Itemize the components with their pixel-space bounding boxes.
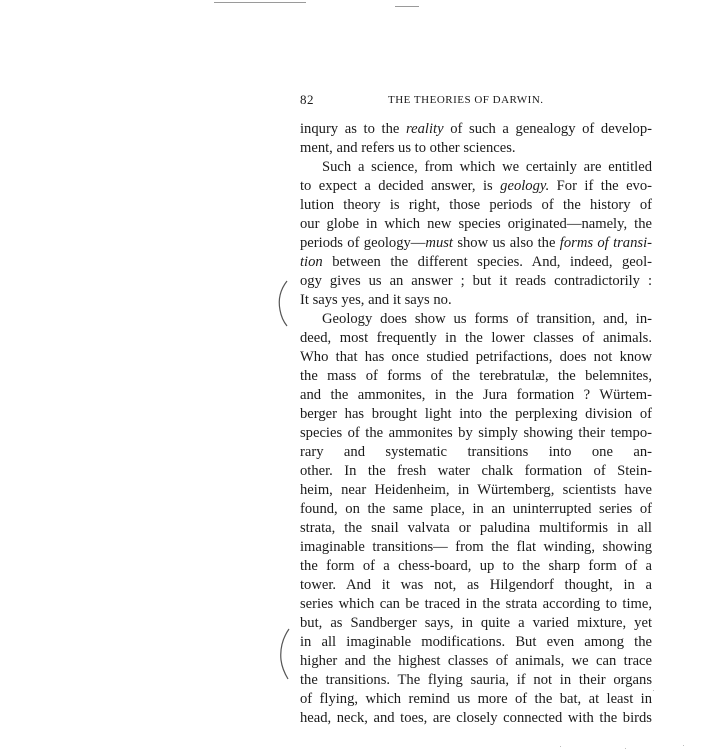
- text-line: [300, 538, 652, 557]
- text-run: to expect a decided answer, is: [300, 178, 501, 194]
- scan-speck: [560, 746, 561, 747]
- text-run: but, as Sandberger says, in quite a varied mixture, yet: [300, 615, 652, 631]
- text-line: [300, 367, 652, 386]
- scan-top-rule-left: [214, 2, 306, 3]
- scan-top-rule-right: [395, 6, 419, 7]
- text-line: [300, 120, 652, 139]
- scan-speck: [653, 690, 654, 691]
- text-run: lution theory is right, those periods of the history of: [300, 197, 652, 213]
- scan-speck: [625, 748, 626, 749]
- text-run: deed, most frequently in the lower classes of animals.: [300, 330, 652, 346]
- text-run: Who that has once studied petrifactions, does not know: [300, 349, 652, 365]
- text-run: of flying, which remind us more of the bat, at least in: [300, 691, 652, 707]
- text-run: higher and the highest classes of animals, we can trace: [300, 653, 652, 669]
- text-line: [300, 671, 652, 690]
- scan-speck: [683, 745, 684, 746]
- text-line: [300, 253, 652, 272]
- text-line: [300, 405, 652, 424]
- text-line: [300, 424, 652, 443]
- text-line: [300, 291, 652, 310]
- page-header: [300, 92, 652, 110]
- italic-text: tion: [300, 254, 323, 270]
- text-line: [300, 443, 652, 462]
- text-line: [300, 234, 652, 253]
- text-run: between the different species. And, indeed, geol-: [322, 254, 652, 270]
- text-run: and the ammonites, in the Jura formation ? Würtem-: [300, 387, 652, 403]
- page-number: 82: [300, 92, 314, 107]
- text-line: [300, 690, 652, 709]
- text-run: the form of a chess-board, up to the sharp form of a: [300, 558, 652, 574]
- text-run: It says yes, and it says no.: [300, 292, 452, 308]
- text-run: the transitions. The flying sauria, if not in their organs: [300, 672, 652, 688]
- italic-text: forms of transi-: [559, 235, 652, 251]
- italic-text: must: [425, 235, 453, 251]
- text-run: strata, the snail valvata or paludina multiformis in all: [300, 520, 652, 536]
- text-line: [300, 500, 652, 519]
- body-text: [300, 120, 652, 728]
- text-run: the mass of forms of the terebratulæ, the belemnites,: [300, 368, 652, 384]
- text-run: series which can be traced in the strata according to time,: [300, 596, 652, 612]
- text-line: [300, 481, 652, 500]
- text-line: [300, 272, 652, 291]
- margin-bracket-upper: [276, 280, 290, 328]
- text-run: show us also the: [452, 235, 560, 251]
- text-run: ment, and refers us to other sciences.: [300, 140, 516, 156]
- text-line: [300, 177, 652, 196]
- text-line: [300, 196, 652, 215]
- text-run: ogy gives us an answer ; but it reads contradictorily :: [300, 273, 652, 289]
- text-line: [300, 652, 652, 671]
- italic-text: reality: [406, 121, 444, 137]
- text-run: inqury as to the: [300, 121, 407, 137]
- running-title: THE THEORIES OF DARWIN.: [388, 94, 544, 106]
- text-run: in all imaginable modifications. But even among the: [300, 634, 652, 650]
- italic-text: geology.: [500, 178, 550, 194]
- text-line: [300, 614, 652, 633]
- text-run: our globe in which new species originated—namely, the: [300, 216, 652, 232]
- text-line: [300, 595, 652, 614]
- text-run: head, neck, and toes, are closely connected with the birds: [300, 710, 652, 726]
- text-run: imaginable transitions— from the flat winding, showing: [300, 539, 652, 555]
- text-line: [300, 215, 652, 234]
- margin-bracket-lower: [278, 628, 292, 680]
- text-run: found, on the same place, in an uninterrupted series of: [300, 501, 652, 517]
- text-run: species of the ammonites by simply showing their tempo-: [300, 425, 652, 441]
- text-line: [300, 633, 652, 652]
- text-run: heim, near Heidenheim, in Würtemberg, scientists have: [300, 482, 652, 498]
- text-line: [300, 462, 652, 481]
- text-line: [300, 310, 652, 329]
- text-line: [300, 386, 652, 405]
- text-run: of such a genealogy of develop-: [443, 121, 652, 137]
- text-line: [300, 576, 652, 595]
- text-run: Such a science, from which we certainly are entitled: [322, 159, 652, 175]
- text-run: other. In the fresh water chalk formation of Stein-: [300, 463, 652, 479]
- text-line: [300, 139, 652, 158]
- text-run: periods of geology—: [300, 235, 426, 251]
- text-line: [300, 329, 652, 348]
- text-line: [300, 158, 652, 177]
- text-run: rary and systematic transitions into one an-: [300, 444, 652, 460]
- text-run: berger has brought light into the perplexing division of: [300, 406, 652, 422]
- text-run: Geology does show us forms of transition, and, in-: [322, 311, 652, 327]
- text-line: [300, 557, 652, 576]
- text-run: For if the evo-: [549, 178, 652, 194]
- text-line: [300, 709, 652, 728]
- text-line: [300, 348, 652, 367]
- text-line: [300, 519, 652, 538]
- text-run: tower. And it was not, as Hilgendorf thought, in a: [300, 577, 652, 593]
